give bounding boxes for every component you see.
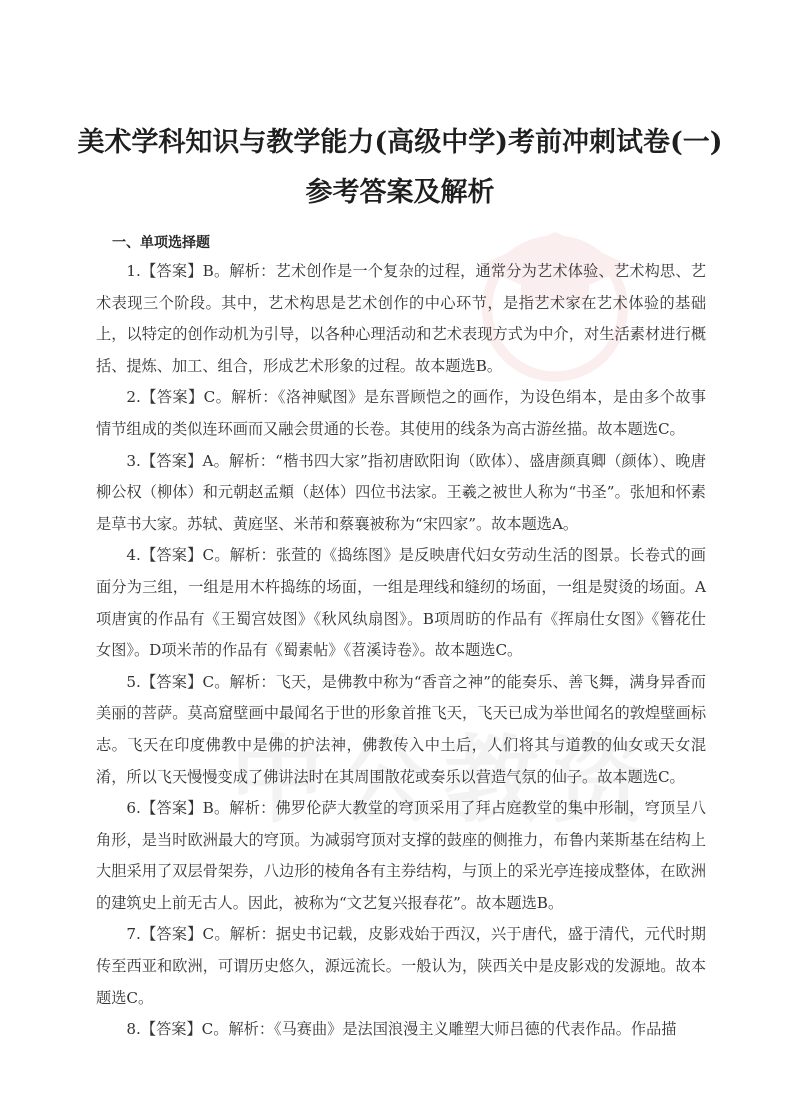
document-title: 美术学科知识与教学能力(高级中学)考前冲刺试卷(一) — [77, 127, 723, 158]
document-subtitle: 参考答案及解析 — [305, 177, 495, 208]
answer-item-4: 4.【答案】C。解析：张萱的《捣练图》是反映唐代妇女劳动生活的图景。长卷式的画面分为三组，一组是用木杵捣练的场面，一组是理线和缝纫的场面，一组是熨烫的场面。A项唐寅的作品有《王蜀宫妓图》《秋风纨扇图》。B项周昉的作品有《挥扇仕女图》《簪花仕女图》。D项米芾的作品有《蜀素帖》《苕溪诗卷》。故本题选C。 — [96, 546, 706, 660]
answer-item-8: 8.【答案】C。解析：《马赛曲》是法国浪漫主义雕塑大师吕德的代表作品。作品描 — [126, 1020, 677, 1039]
answer-item-3: 3.【答案】A。解析：“楷书四大家”指初唐欧阳询（欧体）、盛唐颜真卿（颜体）、晚唐柳公权（柳体）和元朝赵孟頫（赵体）四位书法家。王羲之被世人称为“书圣”。张旭和怀素是草书大家。苏轼、黄庭坚、米芾和蔡襄被称为“宋四家”。故本题选A。 — [96, 451, 706, 533]
answer-item-5: 5.【答案】C。解析：飞天，是佛教中称为“香音之神”的能奏乐、善飞舞，满身异香而美丽的菩萨。莫高窟壁画中最闻名于世的形象首推飞天，飞天已成为举世闻名的敦煌壁画标志。飞天在印度佛教中是佛的护法神，佛教传入中土后，人们将其与道教的仙女或天女混淆，所以飞天慢慢变成了佛讲法时在其周围散花或奏乐以营造气氛的仙子。故本题选C。 — [96, 672, 706, 786]
answer-item-7: 7.【答案】C。解析：据史书记载，皮影戏始于西汉，兴于唐代，盛于清代，元代时期传至西亚和欧洲，可谓历史悠久，源远流长。一般认为，陕西关中是皮影戏的发源地。故本题选C。 — [96, 925, 706, 1007]
section-heading: 一、单项选择题 — [112, 235, 210, 251]
answer-list — [96, 256, 706, 1046]
answer-item-1: 1.【答案】B。解析：艺术创作是一个复杂的过程，通常分为艺术体验、艺术构思、艺术表现三个阶段。其中，艺术构思是艺术创作的中心环节，是指艺术家在艺术体验的基础上，以特定的创作动机为引导，以各种心理活动和艺术表现方式为中介，对生活素材进行概括、提炼、加工、组合，形成艺术形象的过程。故本题选B。 — [96, 262, 706, 375]
answer-item-6: 6.【答案】B。解析：佛罗伦萨大教堂的穹顶采用了拜占庭教堂的集中形制，穹顶呈八角形，是当时欧洲最大的穹顶。为减弱穹顶对支撑的鼓座的侧推力，布鲁内莱斯基在结构上大胆采用了双层骨架券，八边形的棱角各有主券结构，与顶上的采光亭连接成整体，在欧洲的建筑史上前无古人。因此，被称为“文艺复兴报春花”。故本题选B。 — [96, 799, 706, 912]
answer-item-2: 2.【答案】C。解析：《洛神赋图》是东晋顾恺之的画作，为设色绢本，是由多个故事情节组成的类似连环画而又融会贯通的长卷。其使用的线条为高古游丝描。故本题选C。 — [96, 388, 706, 438]
